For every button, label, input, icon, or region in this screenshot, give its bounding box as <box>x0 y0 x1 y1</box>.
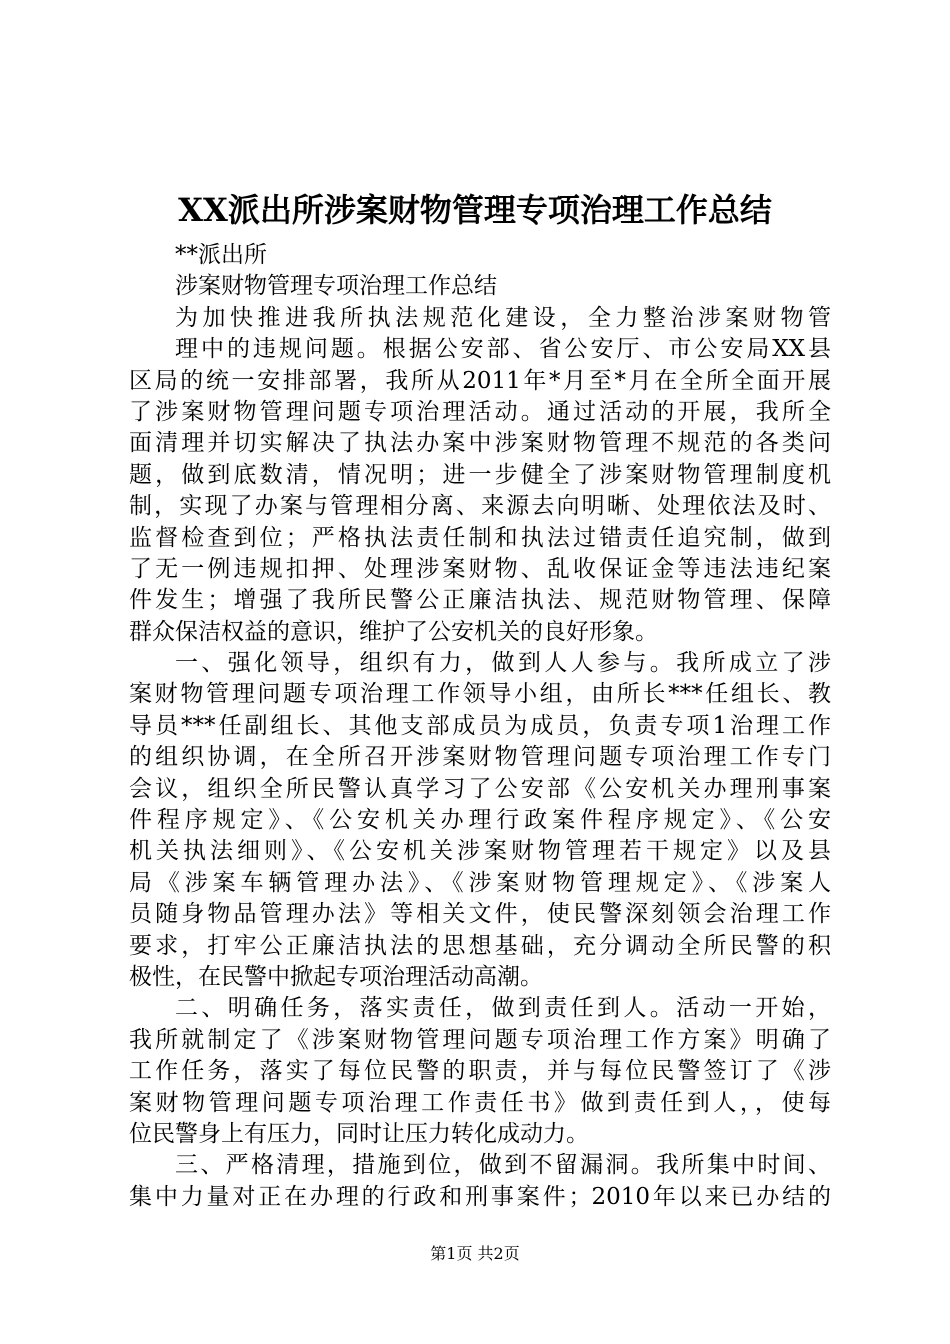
text-line: 案财物管理问题专项治理工作领导小组，由所长***任组长、教 <box>129 681 831 708</box>
text-line: 局《涉案车辆管理办法》、《涉案财物管理规定》、《涉案人 <box>129 869 831 896</box>
text-line: 要求，打牢公正廉洁执法的思想基础，充分调动全所民警的积 <box>129 932 831 959</box>
text-line: 极性，在民警中掀起专项治理活动高潮。 <box>129 963 543 990</box>
text-line: 集中力量对正在办理的行政和刑事案件；2010年以来已办结的 <box>129 1183 831 1210</box>
text-line: 会议，组织全所民警认真学习了公安部《公安机关办理刑事案 <box>129 775 831 802</box>
text-line: 机关执法细则》、《公安机关涉案财物管理若干规定》以及县 <box>129 838 831 865</box>
text-line: 面清理并切实解决了执法办案中涉案财物管理不规范的各类问 <box>129 430 831 457</box>
text-line: 员随身物品管理办法》等相关文件，使民警深刻领会治理工作 <box>129 901 831 928</box>
text-line: 位民警身上有压力，同时让压力转化成动力。 <box>129 1120 589 1147</box>
text-line: 题，做到底数清，情况明；进一步健全了涉案财物管理制度机 <box>129 461 831 488</box>
text-line: 三、严格清理，措施到位，做到不留漏洞。我所集中时间、 <box>175 1152 831 1179</box>
text-line: 件发生；增强了我所民警公正廉洁执法、规范财物管理、保障 <box>129 587 831 614</box>
text-line: 群众保洁权益的意识，维护了公安机关的良好形象。 <box>129 618 658 645</box>
text-line: 理中的违规问题。根据公安部、省公安厅、市公安局XX县 <box>175 336 831 363</box>
text-line: **派出所 <box>175 242 267 268</box>
document-title: XX派出所涉案财物管理专项治理工作总结 <box>178 191 772 229</box>
text-line: 涉案财物管理专项治理工作总结 <box>175 273 497 300</box>
text-line: 二、明确任务，落实责任，做到责任到人。活动一开始， <box>175 995 831 1022</box>
text-line: 制，实现了办案与管理相分离、来源去向明晰、处理依法及时、 <box>129 493 831 520</box>
text-line: 为加快推进我所执法规范化建设，全力整治涉案财物管 <box>175 304 831 331</box>
text-line: 导员***任副组长、其他支部成员为成员，负责专项1治理工作 <box>129 712 831 739</box>
text-line: 案财物管理问题专项治理工作责任书》做到责任到人，，使每 <box>129 1089 831 1116</box>
text-line: 一、强化领导，组织有力，做到人人参与。我所成立了涉 <box>175 650 831 677</box>
document-body <box>129 240 831 1213</box>
text-line: 区局的统一安排部署，我所从2011年*月至*月在全所全面开展 <box>129 367 831 394</box>
text-line: 我所就制定了《涉案财物管理问题专项治理工作方案》明确了 <box>129 1026 831 1053</box>
page-footer: 第1页 共2页 <box>430 1244 520 1263</box>
text-line: 工作任务，落实了每位民警的职责，并与每位民警签订了《涉 <box>129 1058 831 1085</box>
text-line: 了无一例违规扣押、处理涉案财物、乱收保证金等违法违纪案 <box>129 555 831 582</box>
text-line: 监督检查到位；严格执法责任制和执法过错责任追究制，做到 <box>129 524 831 551</box>
text-line: 的组织协调，在全所召开涉案财物管理问题专项治理工作专门 <box>129 744 831 771</box>
text-line: 了涉案财物管理问题专项治理活动。通过活动的开展，我所全 <box>129 398 831 425</box>
text-line: 件程序规定》、《公安机关办理行政案件程序规定》、《公安 <box>129 807 831 834</box>
